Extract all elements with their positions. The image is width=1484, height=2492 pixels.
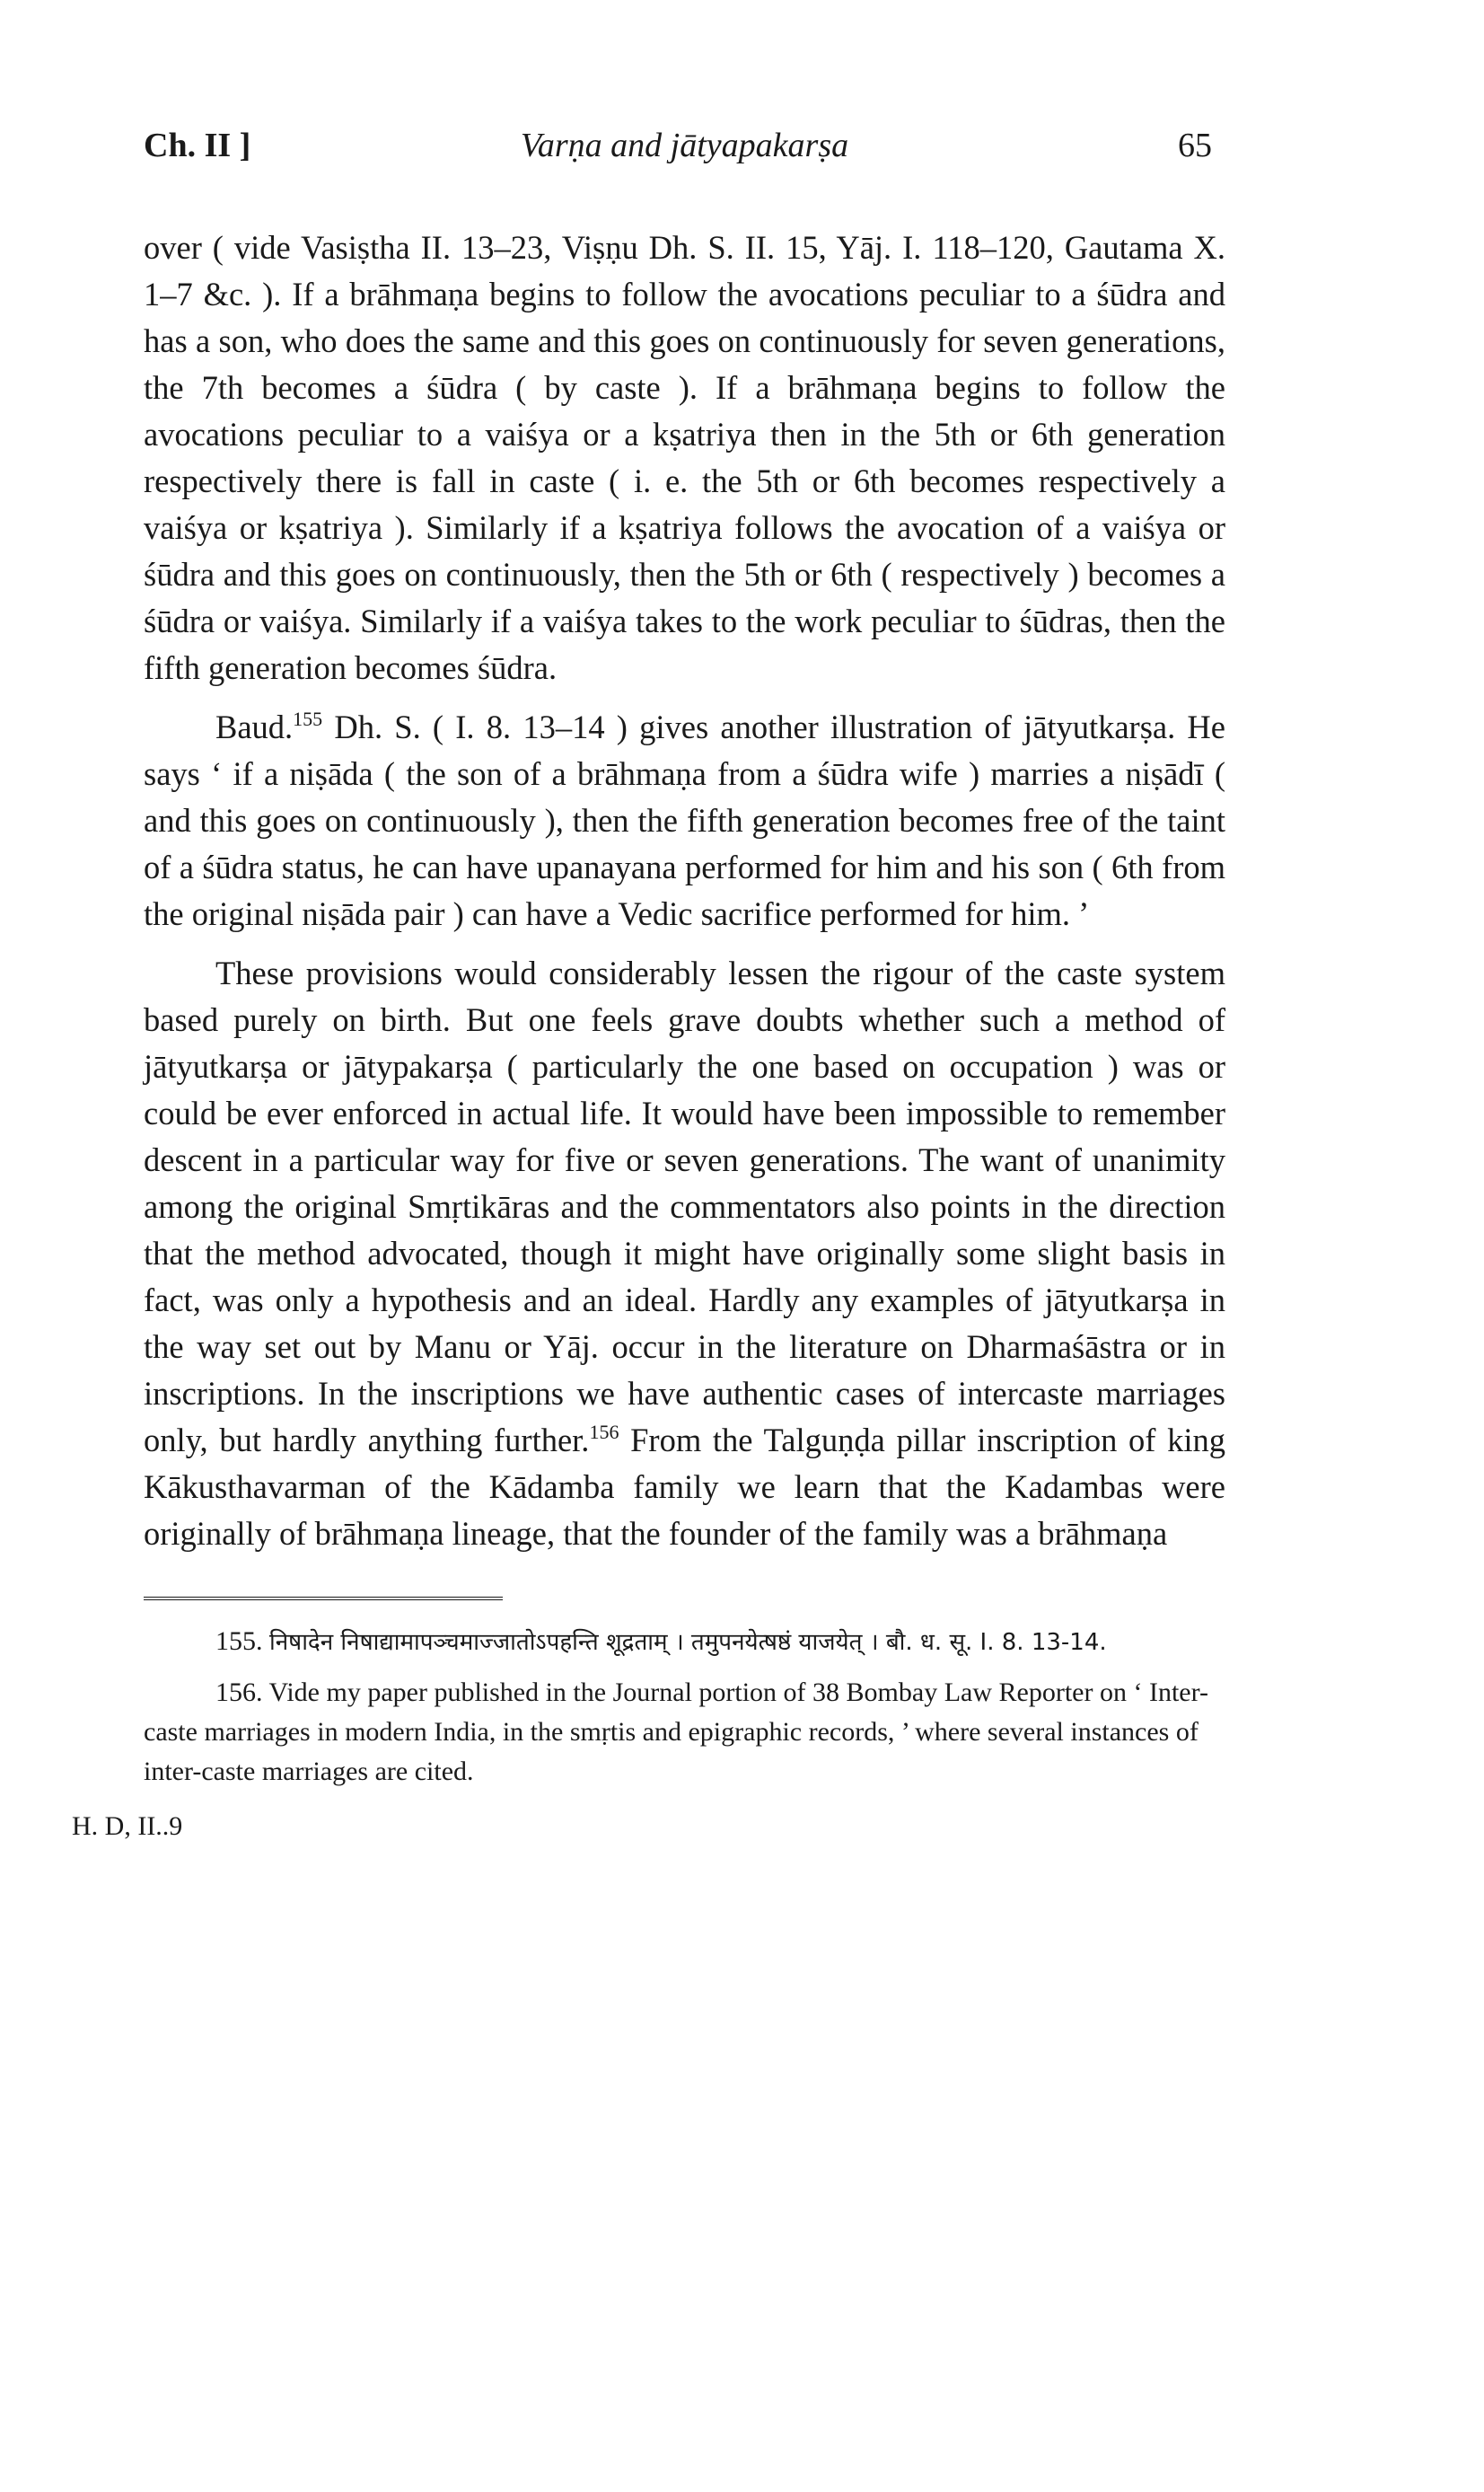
chapter-label: Ch. II ] <box>144 127 251 164</box>
paragraph-2-text: Dh. S. ( I. 8. 13–14 ) gives another illustration of jātyutkarṣa. He says ‘ if a niṣāda ( the son of a brāhmaṇa from a śūdra wife ) marries a niṣādī ( and this goes on continuously ), then the fifth generation becomes free of the taint of a śūdra status, he can have upanayana performed for him and his son ( 6th from the original niṣāda pair ) can have a Vedic sacrifice performed for him. ’ <box>144 709 1225 932</box>
footnotes <box>144 1622 1225 1802</box>
paragraph-3 <box>144 950 1225 1557</box>
footnote-156 <box>144 1673 1225 1792</box>
footnote-156-number: 156. <box>215 1677 263 1707</box>
footnote-ref-156: 156 <box>589 1421 619 1443</box>
footnote-ref-155: 155 <box>293 708 323 730</box>
paragraph-3-text-b: From the Talguṇḍa pillar inscription of king Kākusthavarman of the Kādamba family we learn that the Kadambas were originally of brāhmaṇa lineage, that the founder of the family was a brāhmaṇa <box>144 1422 1226 1552</box>
document-page <box>144 0 1225 2492</box>
footnote-156-text: Vide my paper published in the Journal portion of 38 Bombay Law Reporter on ‘ Inter-caste marriages in modern India, in the smṛtis and epigraphic records, ’ where several instances of inter-caste marriages are cited. <box>144 1677 1208 1786</box>
footnote-divider <box>144 1597 503 1600</box>
footnote-155 <box>144 1622 1225 1662</box>
paragraph-2 <box>144 704 1225 938</box>
page-number: 65 <box>1178 127 1212 164</box>
footnote-155-text: निषादेन निषाद्यामापञ्चमाज्जातोऽपहन्ति शूद्रताम् । तमुपनयेत्षष्ठं याजयेत् । बौ. ध. सू. I. 8. 13-14. <box>269 1629 1107 1656</box>
running-title: Varṇa and jātyapakarṣa <box>520 127 849 164</box>
printer-signature: H. D, II..9 <box>72 1811 183 1841</box>
paragraph-1: over ( vide Vasiṣtha II. 13–23, Viṣṇu Dh. S. II. 15, Yāj. I. 118–120, Gautama X. 1–7 &c. ). If a brāhmaṇa begins to follow the avocations peculiar to a śūdra and has a son, who does the same and this goes on continuously for seven generations, the 7th becomes a śūdra ( by caste ). If a brāhmaṇa begins to follow the avocations peculiar to a vaiśya or a kṣatriya then in the 5th or 6th generation respectively there is fall in caste ( i. e. the 5th or 6th becomes respectively a vaiśya or kṣatriya ). Similarly if a kṣatriya follows the avocation of a vaiśya or śūdra and this goes on continuously, then the 5th or 6th ( respectively ) becomes a śūdra or vaiśya. Similarly if a vaiśya takes to the work peculiar to śūdras, then the fifth generation becomes śūdra. <box>144 229 1225 686</box>
paragraph-2-lead: Baud. <box>215 709 294 745</box>
paragraph-3-text-a: These provisions would considerably lessen the rigour of the caste system based purely on birth. But one feels grave doubts whether such a method of jātyutkarṣa or jātypakarṣa ( particularly the one based on occupation ) was or could be ever enforced in actual life. It would have been impossible to remember descent in a particular way for five or seven generations. The want of unanimity among the original Smṛtikāras and the commentators also points in the direction that the method advocated, though it might have originally some slight basis in fact, was only a hypothesis and an ideal. Hardly any examples of jātyutkarṣa in the way set out by Manu or Yāj. occur in the literature on Dharmaśāstra or in inscriptions. In the inscriptions we have authentic cases of intercaste marriages only, but hardly anything further. <box>144 955 1225 1458</box>
running-header <box>144 126 1225 180</box>
body-text <box>144 225 1225 1570</box>
footnote-155-number: 155. <box>215 1626 263 1656</box>
